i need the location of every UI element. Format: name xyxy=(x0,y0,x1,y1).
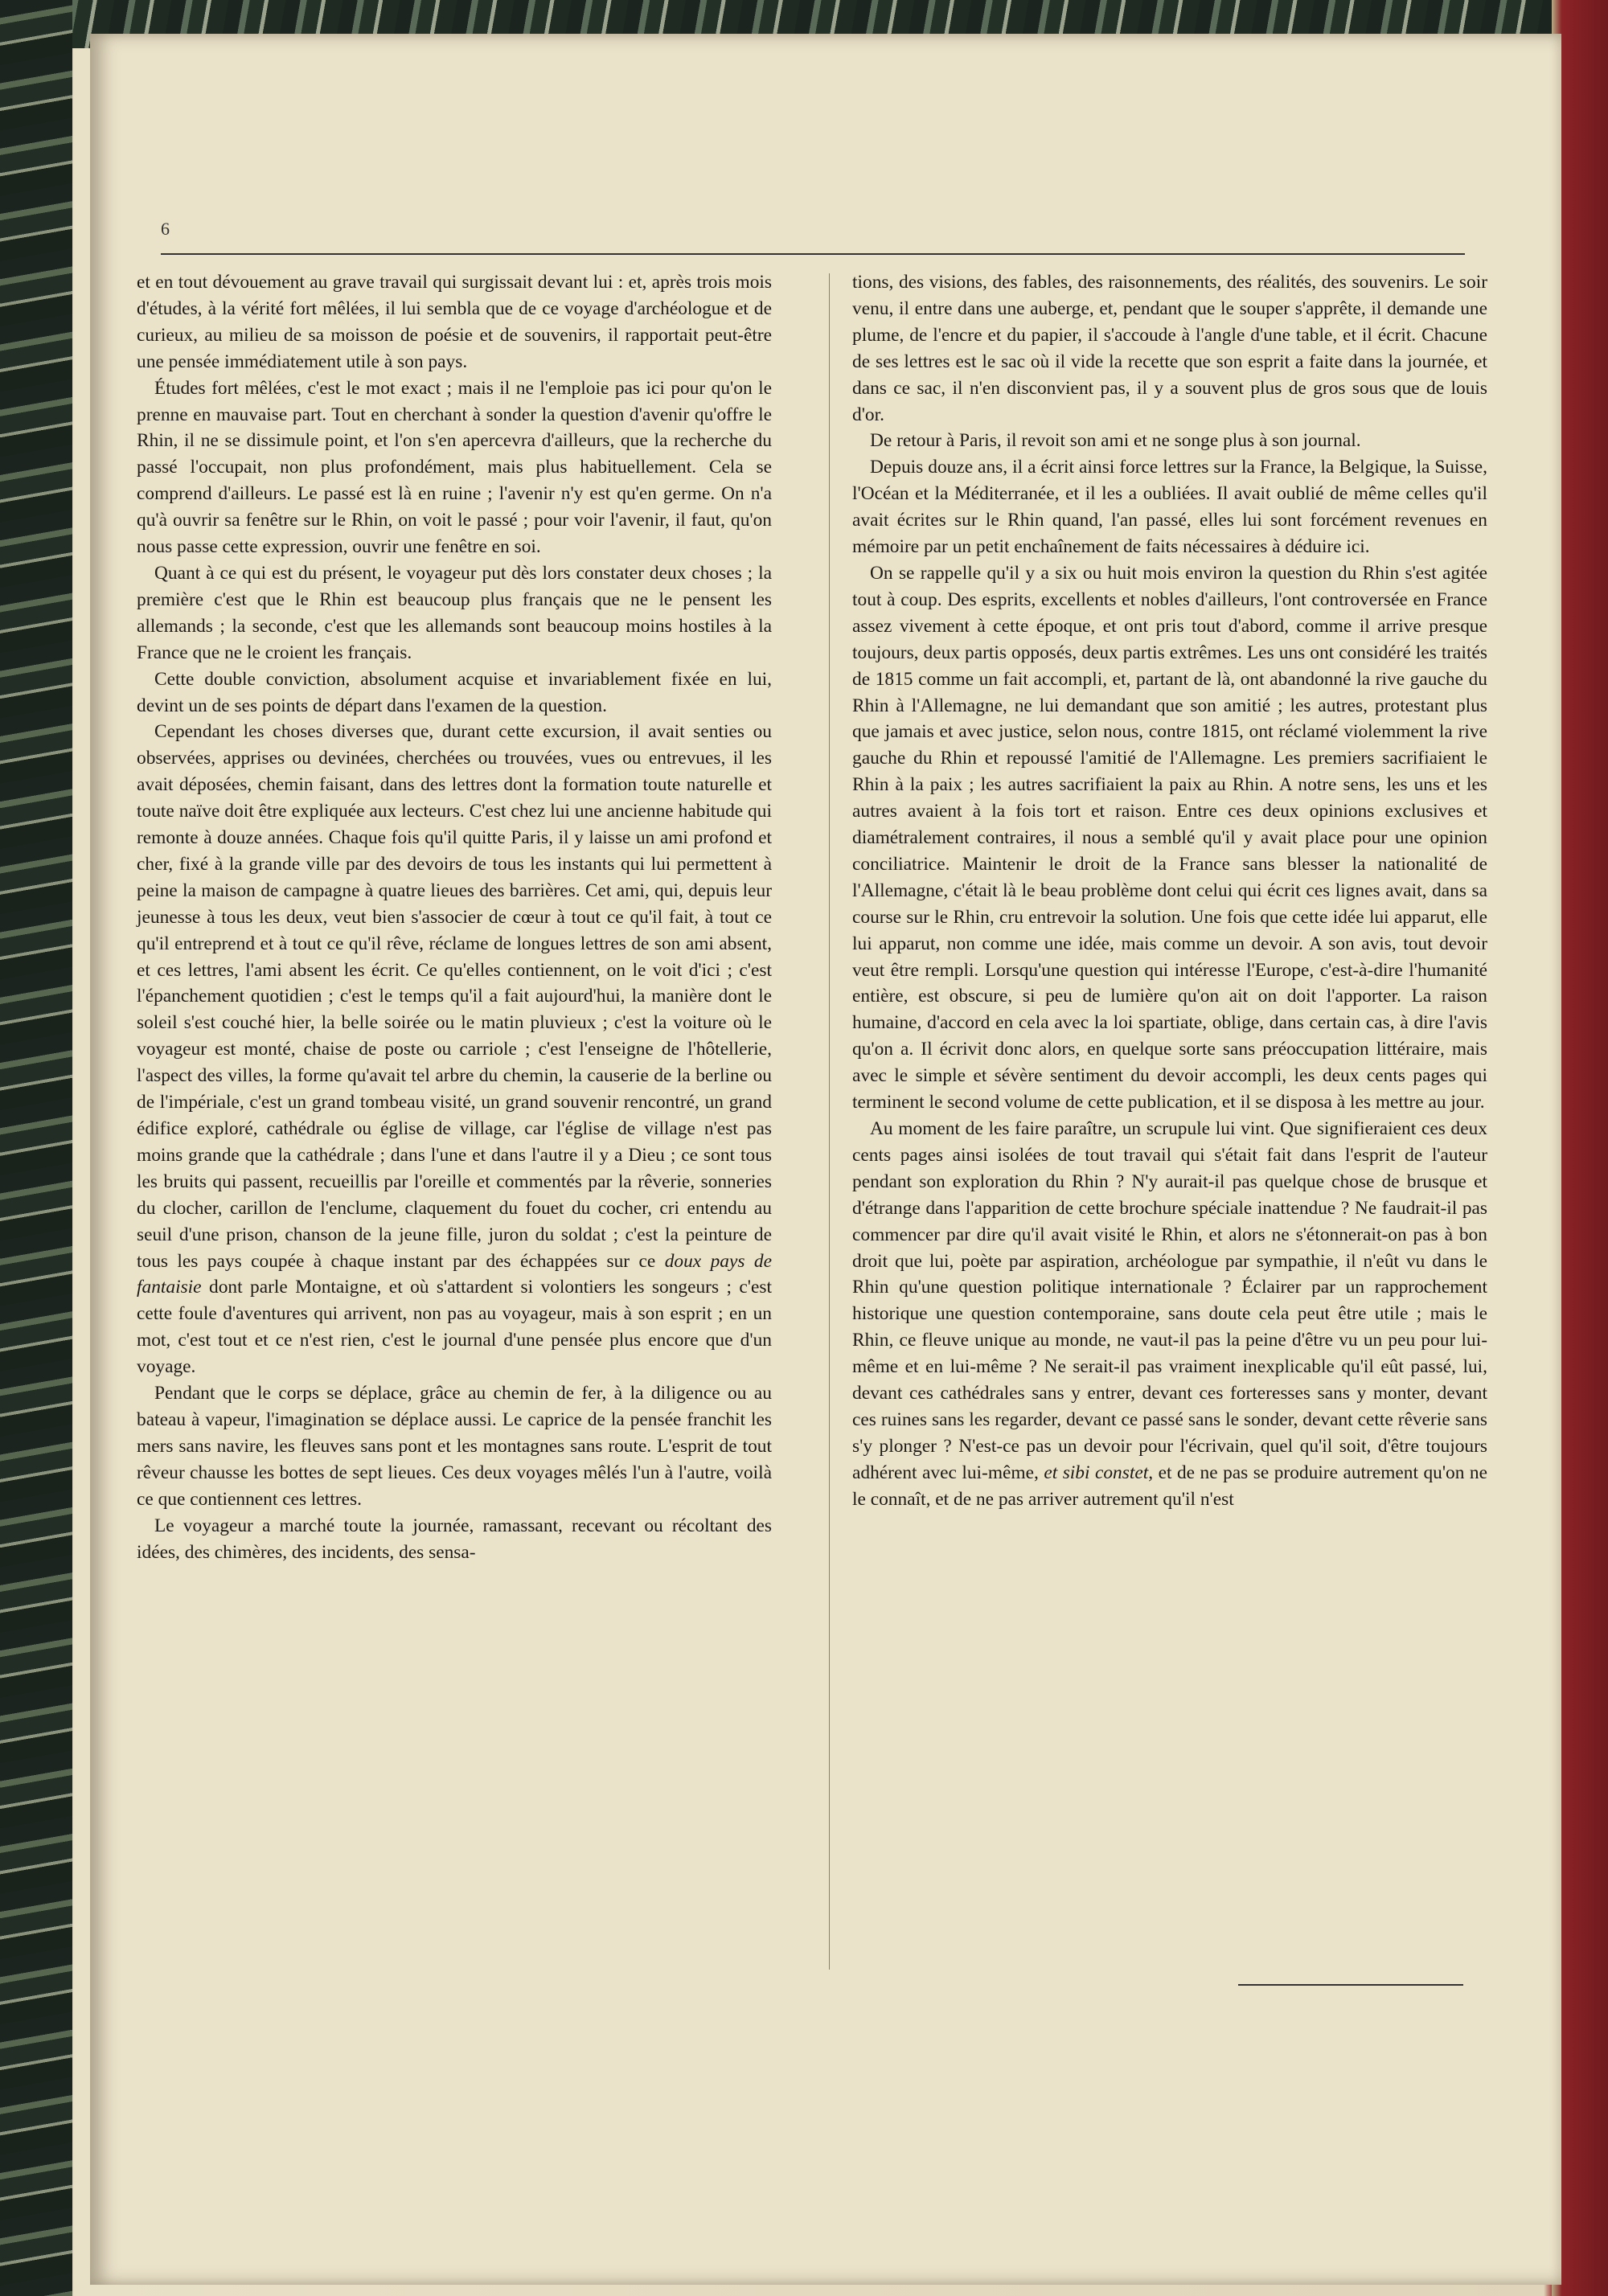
right-paragraph-5-text-a: Au moment de les faire paraître, un scrupule lui vint. Que signifieraient ces deux cents pages ainsi isolées de tout travail qui s'était fait dans l'esprit de l'auteur pendant son exploration du Rhin ? N'y aurait-il pas quelque chose de brusque et d'étrange dans l'apparition de cette brochure spéciale inattendue ? Ne faudrait-il pas commencer par dire qu'il avait visité le Rhin, et alors ne s'étonnerait-on pas à bon droit que lui, poète par aspiration, archéologue par sympathie, il n'eût vu dans le Rhin qu'une question politique internationale ? Éclairer par un rapprochement historique une question contemporaine, sans doute cela peut être utile ; mais le Rhin, ce fleuve unique au monde, ne vaut-il pas la peine d'être vu un peu pour lui-même et en lui-même ? Ne serait-il pas vraiment inexplicable qu'il eût passé, lui, devant ces cathédrales sans y entrer, devant ces forteresses sans y monter, devant ces ruines sans les regarder, devant ce passé sans le sonder, devant cette rêverie sans s'y plonger ? N'est-ce pas un devoir pour l'écrivain, quel qu'il soit, d'être toujours adhérent avec lui-même, xyxy=(852,1118,1487,1483)
page-number: 6 xyxy=(161,219,170,239)
bottom-rule xyxy=(1238,1984,1463,1986)
left-paragraph-4: Cette double conviction, absolument acquise et invariablement fixée en lui, devint un de ses points de départ dans l'examen de la question. xyxy=(137,668,772,716)
left-paragraph-1: et en tout dévouement au grave travail qui surgissait devant lui : et, après trois mois d'études, à la vérité fort mêlées, il lui sembla que de ce voyage d'archéologue et de curieux, au milieu de sa moisson de poésie et de souvenirs, il rapportait peut-être une pensée immédiatement utile à son pays. xyxy=(137,272,772,372)
left-paragraph-3: Quant à ce qui est du présent, le voyageur put dès lors constater deux choses ; la première c'est que le Rhin est beaucoup plus français que ne le pensent les allemands ; la seconde, c'est que les allemands sont beaucoup moins hostiles à la France que ne le croient les français. xyxy=(137,562,772,663)
right-paragraph-5-italic: et sibi constet, xyxy=(1044,1462,1154,1483)
right-paragraph-5-text-b: et de ne pas se produire autrement qu'on ne le connaît, et de ne pas arriver autrement qu'il n'est xyxy=(852,1462,1488,1510)
right-paragraph-5 xyxy=(852,1116,1487,1513)
left-paragraph-5-text-b: dont parle Montaigne, et où s'attardent si volontiers les songeurs ; c'est cette foule d'aventures qui arrivent, non pas au voyageur, mais à son esprit ; en un mot, c'est tout et ce n'est rien, c'est le journal d'une pensée plus encore que d'un voyage. xyxy=(137,1277,772,1378)
left-paragraph-7: Le voyageur a marché toute la journée, ramassant, recevant ou récoltant des idées, des chimères, des incidents, des sensa- xyxy=(137,1515,772,1563)
right-paragraph-3: Depuis douze ans, il a écrit ainsi force lettres sur la France, la Belgique, la Suisse, l'Océan et la Méditerranée, et il les a oubliées. Il avait oublié de même celles qu'il avait écrites sur le Rhin quand, l'an passé, elles lui sont forcément revenues en mémoire par un petit enchaînement de faits nécessaires à déduire ici. xyxy=(852,457,1487,558)
left-paragraph-5-italic: doux pays de fantaisie xyxy=(137,1250,772,1298)
header-rule xyxy=(161,253,1465,255)
left-paragraph-5 xyxy=(137,719,772,1380)
column-divider xyxy=(829,273,830,1970)
left-column xyxy=(137,269,772,1565)
left-paragraph-5-text-a: Cependant les choses diverses que, durant cette excursion, il avait senties ou observées, apprises ou devinées, cherchées ou trouvées, vues ou entrevues, il les avait déposées, chemin faisant, dans des lettres dont la formation toute naturelle et toute naïve doit être expliquée aux lecteurs. C'est chez lui une ancienne habitude qui remonte à douze années. Chaque fois qu'il quitte Paris, il y laisse un ami profond et cher, fixé à la grande ville par des devoirs de tous les instants qui lui permettent à peine la maison de campagne à quatre lieues des barrières. Cet ami, qui, depuis leur jeunesse à tous les deux, veut bien s'associer de cœur à tout ce qu'il fait, à tout ce qu'il entreprend et à tout ce qu'il rêve, réclame de longues lettres de son ami absent, et ces lettres, l'ami absent les écrit. Ce qu'elles contiennent, on le voit d'ici ; c'est l'épanchement quotidien ; c'est le temps qu'il a fait aujourd'hui, la manière dont le soleil s'est couché hier, la belle soirée ou le matin pluvieux ; c'est la voiture où le voyageur est monté, chaise de poste ou carriole ; c'est l'enseigne de l'hôtellerie, l'aspect des villes, la forme qu'avait tel arbre du chemin, la causerie de la berline ou de l'impériale, c'est un grand tombeau visité, un grand souvenir rencontré, un grand édifice exploré, cathédrale ou église de village, car l'église de village n'est pas moins grande que la cathédrale ; dans l'une et dans l'autre il y a Dieu ; ce sont tous les bruits qui passent, recueillis par l'oreille et commentés par la rêverie, sonneries du clocher, carillon de l'enclume, claquement du fouet du cocher, cri entendu au seuil d'une prison, chanson de la jeune fille, juron du soldat ; c'est la peinture de tous les pays coupée à chaque instant par des échappées sur ce xyxy=(137,721,772,1272)
left-paragraph-6: Pendant que le corps se déplace, grâce au chemin de fer, à la diligence ou au bateau à vapeur, l'imagination se déplace aussi. Le caprice de la pensée franchit les mers sans navire, les fleuves sans pont et les montagnes sans route. L'esprit de tout rêveur chausse les bottes de sept lieues. Ces deux voyages mêlés l'un à l'autre, voilà ce que contiennent ces lettres. xyxy=(137,1383,772,1510)
right-paragraph-4: On se rappelle qu'il y a six ou huit mois environ la question du Rhin s'est agitée tout à coup. Des esprits, excellents et nobles d'ailleurs, l'ont controversée en France assez vivement à cette époque, et ont pris tout d'abord, comme il arrive presque toujours, deux partis opposés, deux partis extrêmes. Les uns ont considéré les traités de 1815 comme un fait accompli, et, partant de là, ont abandonné la rive gauche du Rhin à l'Allemagne, ne lui demandant que son amitié ; les autres, protestant plus que jamais et avec justice, selon nous, contre 1815, ont réclamé violemment la rive gauche du Rhin et repoussé l'amitié de l'Allemagne. Les premiers sacrifiaient le Rhin à la paix ; les autres sacrifiaient la paix au Rhin. A notre sens, les uns et les autres avaient à la fois tort et raison. Entre ces deux opinions exclusives et diamétralement contraires, il nous a semblé qu'il y avait place pour une opinion conciliatrice. Maintenir le droit de la France sans blesser la nationalité de l'Allemagne, c'était là le beau problème dont celui qui écrit ces lignes avait, dans sa course sur le Rhin, cru entrevoir la solution. Une fois que cette idée lui apparut, elle lui apparut, non comme une idée, mais comme un devoir. A son avis, tout devoir veut être rempli. Lorsqu'une question qui intéresse l'Europe, c'est-à-dire l'humanité entière, est obscure, si peu de lumière qu'on ait on doit l'apporter. La raison humaine, d'accord en cela avec la loi spartiate, oblige, dans certain cas, à dire l'avis qu'on a. Il écrivit donc alors, en quelque sorte sans préoccupation littéraire, mais avec le simple et sévère sentiment du devoir accompli, les deux cents pages qui terminent le second volume de cette publication, et il se disposa à les mettre au jour. xyxy=(852,562,1487,1113)
right-paragraph-1: tions, des visions, des fables, des raisonnements, des réalités, des souvenirs. Le soir venu, il entre dans une auberge, et, pendant que le souper s'apprête, il demande une plume, de l'encre et du papier, il s'accoude à l'angle d'une table, et il écrit. Chacune de ses lettres est le sac où il vide la recette que son esprit a faite dans la journée, et dans ce sac, il n'en disconvient pas, il y a souvent plus de gros sous que de louis d'or. xyxy=(852,272,1487,425)
right-column xyxy=(852,269,1487,1513)
right-paragraph-2: De retour à Paris, il revoit son ami et ne songe plus à son journal. xyxy=(870,430,1361,452)
marbled-endpaper-left xyxy=(0,0,72,2296)
left-paragraph-2: Études fort mêlées, c'est le mot exact ; mais il ne l'emploie pas ici pour qu'on le prenne en mauvaise part. Tout en cherchant à sonder la question d'avenir qu'offre le Rhin, il ne se dissimule point, et l'on s'en apercevra d'ailleurs, que la recherche du passé l'occupait, non plus profondément, mais plus habituellement. Cela se comprend d'ailleurs. Le passé est là en ruine ; l'avenir n'y est qu'en germe. On n'a qu'à ouvrir sa fenêtre sur le Rhin, on voit le passé ; pour voir l'avenir, il faut, qu'on nous passe cette expression, ouvrir une fenêtre en soi. xyxy=(137,377,772,558)
